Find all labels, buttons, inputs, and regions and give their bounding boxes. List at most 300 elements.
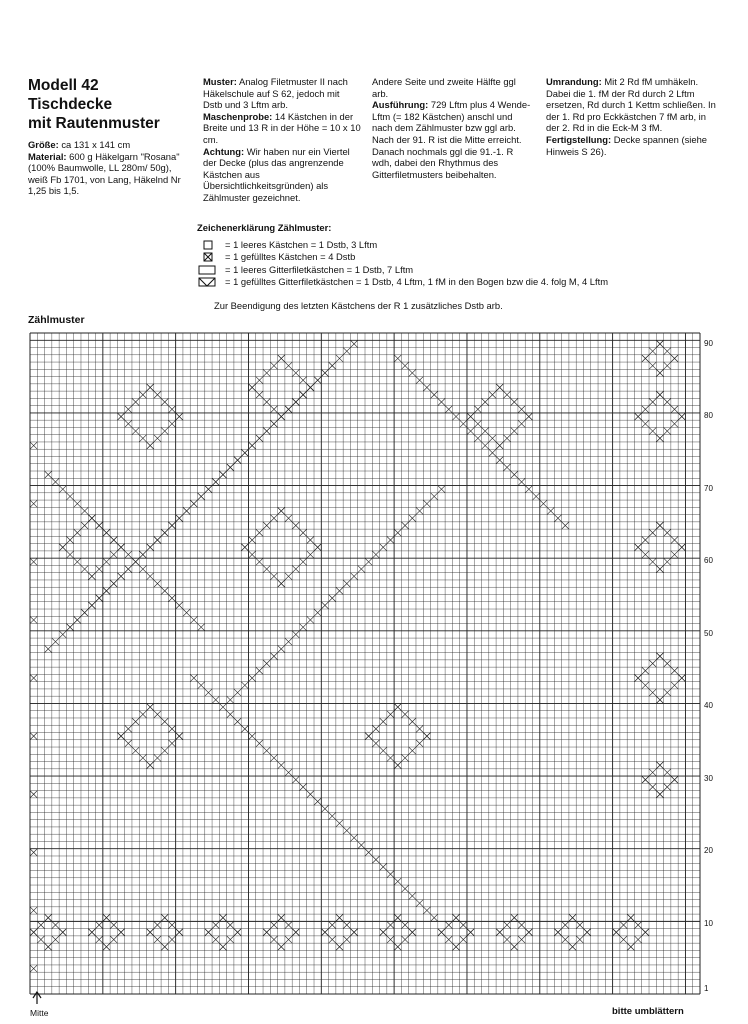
filled-cell: [380, 863, 387, 870]
filled-cell: [387, 536, 394, 543]
filled-cell: [401, 362, 408, 369]
filled-cell: [183, 507, 190, 514]
filled-cell: [292, 631, 299, 638]
filled-cell: [154, 391, 161, 398]
ausf-text: 729 Lftm plus 4 Wende-Lftm (= 182 Kästchen) anschl und nach dem Zählmuster bzw ggl arb. Nach der 91. R ist die Mitte erreicht. Danach nochmals ggl die 91.-1. R wdh, dabei den Rhythmus des Gitterfiletmusters beibehalten.: [372, 99, 531, 180]
filled-cell: [423, 733, 430, 740]
filled-cell: [576, 921, 583, 928]
filled-cell: [88, 515, 95, 522]
filled-cell: [30, 907, 37, 914]
filled-cell: [190, 500, 197, 507]
filled-cell: [263, 929, 270, 936]
filled-cell: [139, 551, 146, 558]
filled-cell: [394, 529, 401, 536]
filled-cell: [321, 805, 328, 812]
filled-cell: [292, 369, 299, 376]
filled-cell: [219, 914, 226, 921]
filled-cell: [387, 754, 394, 761]
filled-cell: [664, 558, 671, 565]
filled-cell: [110, 580, 117, 587]
filled-cell: [671, 667, 678, 674]
filled-cell: [168, 420, 175, 427]
filled-cell: [554, 929, 561, 936]
filled-cell: [81, 507, 88, 514]
filled-cell: [147, 929, 154, 936]
filled-cell: [496, 384, 503, 391]
filled-cell: [117, 573, 124, 580]
filled-cell: [285, 406, 292, 413]
filled-cell: [248, 551, 255, 558]
filled-cell: [161, 747, 168, 754]
filled-cell: [198, 493, 205, 500]
filled-cell: [329, 362, 336, 369]
filled-cell: [613, 929, 620, 936]
filled-cell: [394, 703, 401, 710]
filled-cell: [503, 391, 510, 398]
filled-cell: [656, 435, 663, 442]
filled-cell: [642, 355, 649, 362]
filled-cell: [139, 565, 146, 572]
filled-cell: [423, 500, 430, 507]
filled-cell: [656, 762, 663, 769]
filled-cell: [110, 936, 117, 943]
filled-cell: [154, 536, 161, 543]
filled-cell: [343, 936, 350, 943]
filled-cell: [343, 348, 350, 355]
filled-cell: [372, 551, 379, 558]
filled-cell: [103, 529, 110, 536]
intro-paragraph: Andere Seite und zweite Hälfte ggl arb.: [372, 76, 516, 99]
filled-cell: [168, 594, 175, 601]
filled-cell: [292, 522, 299, 529]
filled-cell: [525, 929, 532, 936]
filled-cell: [52, 478, 59, 485]
filled-cell: [263, 369, 270, 376]
filled-cell: [59, 486, 66, 493]
filled-cell: [219, 471, 226, 478]
filled-cell: [460, 921, 467, 928]
filled-cell: [620, 936, 627, 943]
filled-cell: [503, 936, 510, 943]
filled-cell: [547, 507, 554, 514]
filled-cell: [518, 478, 525, 485]
row-label: 20: [704, 846, 713, 855]
filled-cell: [642, 420, 649, 427]
filled-cell: [248, 384, 255, 391]
size-text: ca 131 x 141 cm: [58, 139, 131, 150]
center-label: Mitte: [30, 1008, 49, 1018]
filled-cell: [431, 391, 438, 398]
filled-cell: [278, 762, 285, 769]
filled-cell: [401, 921, 408, 928]
filled-cell: [307, 384, 314, 391]
filled-cell: [103, 943, 110, 950]
filled-cell: [583, 929, 590, 936]
filled-cell: [263, 565, 270, 572]
model-title-line: mit Rautenmuster: [28, 115, 160, 132]
filled-cell: [627, 914, 634, 921]
filled-cell: [350, 573, 357, 580]
filled-cell: [525, 413, 532, 420]
filled-cell: [285, 362, 292, 369]
filled-cell: [329, 812, 336, 819]
filled-cell: [168, 406, 175, 413]
filled-cell: [117, 413, 124, 420]
filled-cell: [30, 442, 37, 449]
filled-cell: [30, 849, 37, 856]
filled-cell: [649, 398, 656, 405]
filled-cell: [416, 377, 423, 384]
filled-cell: [147, 544, 154, 551]
filled-cell: [212, 696, 219, 703]
filled-cell: [198, 624, 205, 631]
filled-cell: [110, 551, 117, 558]
filled-cell: [176, 515, 183, 522]
filled-cell: [445, 406, 452, 413]
filled-cell: [336, 943, 343, 950]
filled-cell: [30, 733, 37, 740]
filled-cell: [176, 602, 183, 609]
filled-cell: [634, 936, 641, 943]
filled-cell: [227, 936, 234, 943]
filled-cell: [132, 747, 139, 754]
filled-cell: [278, 645, 285, 652]
filled-cell: [656, 696, 663, 703]
material-label: Material:: [28, 150, 67, 162]
filled-cell: [671, 776, 678, 783]
filled-cell: [409, 515, 416, 522]
filled-cell: [256, 529, 263, 536]
filled-cell: [52, 921, 59, 928]
filled-cell: [299, 558, 306, 565]
filled-cell: [372, 740, 379, 747]
filled-cell: [176, 413, 183, 420]
filled-cell: [372, 856, 379, 863]
filled-cell: [234, 929, 241, 936]
filled-cell: [423, 907, 430, 914]
filled-cell: [649, 348, 656, 355]
filled-cell: [401, 522, 408, 529]
filled-cell: [678, 674, 685, 681]
filled-cell: [329, 921, 336, 928]
filled-cell: [205, 486, 212, 493]
filled-cell: [256, 391, 263, 398]
filled-cell: [664, 689, 671, 696]
row-label: 90: [704, 339, 713, 348]
filled-cell: [627, 943, 634, 950]
filled-cell: [154, 921, 161, 928]
filled-cell: [314, 798, 321, 805]
filled-cell: [387, 711, 394, 718]
filled-cell: [525, 486, 532, 493]
filled-cell: [285, 921, 292, 928]
filled-cell: [372, 725, 379, 732]
filled-cell: [88, 573, 95, 580]
filled-cell: [656, 340, 663, 347]
filled-cell: [350, 929, 357, 936]
filled-cell: [299, 377, 306, 384]
filled-cell: [438, 398, 445, 405]
filled-cell: [649, 689, 656, 696]
row-label: 70: [704, 484, 713, 493]
filled-cell: [562, 522, 569, 529]
filled-cell: [168, 725, 175, 732]
filled-cell: [656, 791, 663, 798]
filled-cell: [365, 558, 372, 565]
filled-cell: [227, 711, 234, 718]
chart-grid: [30, 333, 700, 994]
filled-cell: [270, 653, 277, 660]
filled-cell: [533, 493, 540, 500]
filled-cell: [285, 769, 292, 776]
filled-cell: [649, 427, 656, 434]
filled-cell: [664, 348, 671, 355]
filled-cell: [125, 406, 132, 413]
filled-cell: [562, 936, 569, 943]
filled-cell: [74, 529, 81, 536]
filled-cell: [37, 936, 44, 943]
filled-cell: [248, 536, 255, 543]
filled-cell: [248, 674, 255, 681]
filled-cell: [518, 936, 525, 943]
filled-cell: [634, 921, 641, 928]
filled-cell: [445, 921, 452, 928]
filled-cell: [409, 718, 416, 725]
filled-cell: [321, 369, 328, 376]
filled-cell: [343, 580, 350, 587]
filled-cell: [307, 791, 314, 798]
filled-cell: [678, 413, 685, 420]
filled-cell: [460, 420, 467, 427]
filled-cell: [52, 638, 59, 645]
filled-cell: [103, 914, 110, 921]
filled-cell: [503, 921, 510, 928]
filled-cell: [350, 834, 357, 841]
filled-cell: [496, 456, 503, 463]
filled-cell: [234, 456, 241, 463]
filled-cell: [401, 711, 408, 718]
filled-cell: [30, 929, 37, 936]
filled-cell: [634, 674, 641, 681]
filled-cell: [147, 703, 154, 710]
filled-cell: [81, 565, 88, 572]
filled-cell: [452, 914, 459, 921]
filled-cell: [299, 624, 306, 631]
legend-title: Zeichenerklärung Zählmuster:: [197, 222, 332, 233]
filled-cell: [285, 936, 292, 943]
filled-cell: [147, 762, 154, 769]
filled-cell: [343, 921, 350, 928]
filled-cell: [511, 471, 518, 478]
filled-cell: [176, 733, 183, 740]
filled-cell: [380, 544, 387, 551]
filled-cell: [212, 936, 219, 943]
filled-cell: [292, 929, 299, 936]
material-text: 600 g Häkelgarn "Rosana" (100% Baumwolle, LL 280m/ 50g), weiß Fb 1701, von Lang, Häkelnd Nr 1,25 bis 1,5.: [28, 150, 181, 197]
filled-cell: [438, 486, 445, 493]
filled-cell: [30, 500, 37, 507]
filled-cell: [154, 754, 161, 761]
row-label: 1: [704, 984, 709, 993]
muster-label: Muster:: [203, 76, 237, 87]
filled-cell: [642, 667, 649, 674]
filled-cell: [467, 413, 474, 420]
filled-cell: [518, 420, 525, 427]
filled-cell: [110, 921, 117, 928]
fert-text: Decke spannen (siehe Hinweis S 26).: [546, 133, 708, 157]
filled-cell: [132, 558, 139, 565]
filled-cell: [671, 420, 678, 427]
filled-cell: [270, 936, 277, 943]
filled-cell: [161, 398, 168, 405]
filled-cell: [285, 638, 292, 645]
filled-cell: [314, 544, 321, 551]
filled-cell: [103, 587, 110, 594]
filled-cell: [511, 943, 518, 950]
filled-cell: [263, 660, 270, 667]
row-label: 30: [704, 774, 713, 783]
filled-cell: [198, 682, 205, 689]
achtung-text: Wir haben nur ein Viertel der Decke (plus das angrenzende Kästchen aus Übersichtlichkeitsgründen) als Zählmuster gezeichnet.: [203, 145, 350, 203]
filled-cell: [263, 427, 270, 434]
filled-cell: [656, 522, 663, 529]
filled-cell: [66, 493, 73, 500]
filled-cell: [511, 914, 518, 921]
filled-cell: [380, 747, 387, 754]
filled-cell: [212, 478, 219, 485]
probe-label: Maschenprobe:: [203, 110, 273, 122]
filled-cell: [285, 573, 292, 580]
filled-cell: [154, 580, 161, 587]
filled-cell: [445, 936, 452, 943]
filled-cell: [168, 522, 175, 529]
filled-cell: [620, 921, 627, 928]
filled-cell: [482, 398, 489, 405]
filled-cell: [278, 943, 285, 950]
filled-cell: [649, 769, 656, 776]
model-title-line: Tischdecke: [28, 96, 113, 113]
chart-title: Zählmuster: [28, 314, 85, 326]
filled-cell: [132, 398, 139, 405]
filled-cell: [139, 711, 146, 718]
filled-cell: [656, 391, 663, 398]
filled-cell: [671, 406, 678, 413]
model-title-line: Modell 42: [28, 77, 99, 94]
filled-cell: [37, 921, 44, 928]
filled-cell: [358, 565, 365, 572]
filled-cell: [139, 391, 146, 398]
filled-cell: [278, 507, 285, 514]
filled-cell: [88, 929, 95, 936]
filled-cell: [409, 369, 416, 376]
muster-text: Analog Filetmuster II nach Häkelschule auf S 62, jedoch mit Dstb und 3 Lftm arb.: [203, 76, 348, 111]
filled-cell: [642, 406, 649, 413]
filled-cell: [241, 544, 248, 551]
filled-cell: [401, 936, 408, 943]
filled-cell: [45, 914, 52, 921]
filled-cell: [125, 551, 132, 558]
filled-cell: [314, 609, 321, 616]
filled-cell: [30, 616, 37, 623]
filled-cell: [125, 725, 132, 732]
filled-cell: [278, 580, 285, 587]
filled-cell: [664, 529, 671, 536]
filled-cell: [496, 929, 503, 936]
filled-cell: [205, 929, 212, 936]
filled-cell: [540, 500, 547, 507]
filled-cell: [139, 754, 146, 761]
filled-cell: [664, 362, 671, 369]
filled-cell: [59, 631, 66, 638]
filled-cell: [74, 558, 81, 565]
filled-cell: [183, 609, 190, 616]
filled-cell: [227, 696, 234, 703]
filled-cell: [103, 558, 110, 565]
filled-cell: [416, 900, 423, 907]
filled-cell: [416, 507, 423, 514]
filled-cell: [489, 391, 496, 398]
fert-label: Fertigstellung:: [546, 133, 612, 145]
filled-cell: [270, 420, 277, 427]
filled-cell: [562, 921, 569, 928]
filled-cell: [117, 929, 124, 936]
filled-cell: [678, 544, 685, 551]
filled-cell: [649, 529, 656, 536]
filled-cell: [81, 609, 88, 616]
filled-cell: [45, 645, 52, 652]
filled-cell: [168, 936, 175, 943]
filled-cell: [307, 536, 314, 543]
filled-cell: [671, 551, 678, 558]
filled-cell: [380, 718, 387, 725]
row-label: 80: [704, 411, 713, 420]
filled-cell: [664, 427, 671, 434]
filled-cell: [649, 362, 656, 369]
filled-cell: [642, 929, 649, 936]
filled-cell: [649, 660, 656, 667]
filled-cell: [88, 602, 95, 609]
filled-cell: [401, 754, 408, 761]
filled-cell: [642, 682, 649, 689]
filled-cell: [576, 936, 583, 943]
filled-cell: [96, 921, 103, 928]
filled-cell: [569, 943, 576, 950]
filled-cell: [474, 420, 481, 427]
filled-cell: [234, 718, 241, 725]
filled-cell: [74, 500, 81, 507]
filled-cell: [59, 929, 66, 936]
filled-cell: [656, 565, 663, 572]
umr-label: Umrandung:: [546, 76, 602, 87]
filled-cell: [482, 442, 489, 449]
filled-cell: [45, 943, 52, 950]
achtung-label: Achtung:: [203, 145, 245, 157]
filled-cell: [387, 921, 394, 928]
filled-cell: [416, 725, 423, 732]
filled-cell: [649, 783, 656, 790]
filled-cell: [110, 536, 117, 543]
filled-cell: [96, 522, 103, 529]
row-label: 40: [704, 701, 713, 710]
filled-cell: [96, 594, 103, 601]
filled-cell: [634, 544, 641, 551]
filled-cell: [270, 362, 277, 369]
filled-cell: [511, 427, 518, 434]
row-label: 50: [704, 629, 713, 638]
filled-cell: [74, 616, 81, 623]
legend-item-text: = 1 leeres Kästchen = 1 Dstb, 3 Lftm: [225, 238, 378, 250]
filled-cell: [431, 493, 438, 500]
